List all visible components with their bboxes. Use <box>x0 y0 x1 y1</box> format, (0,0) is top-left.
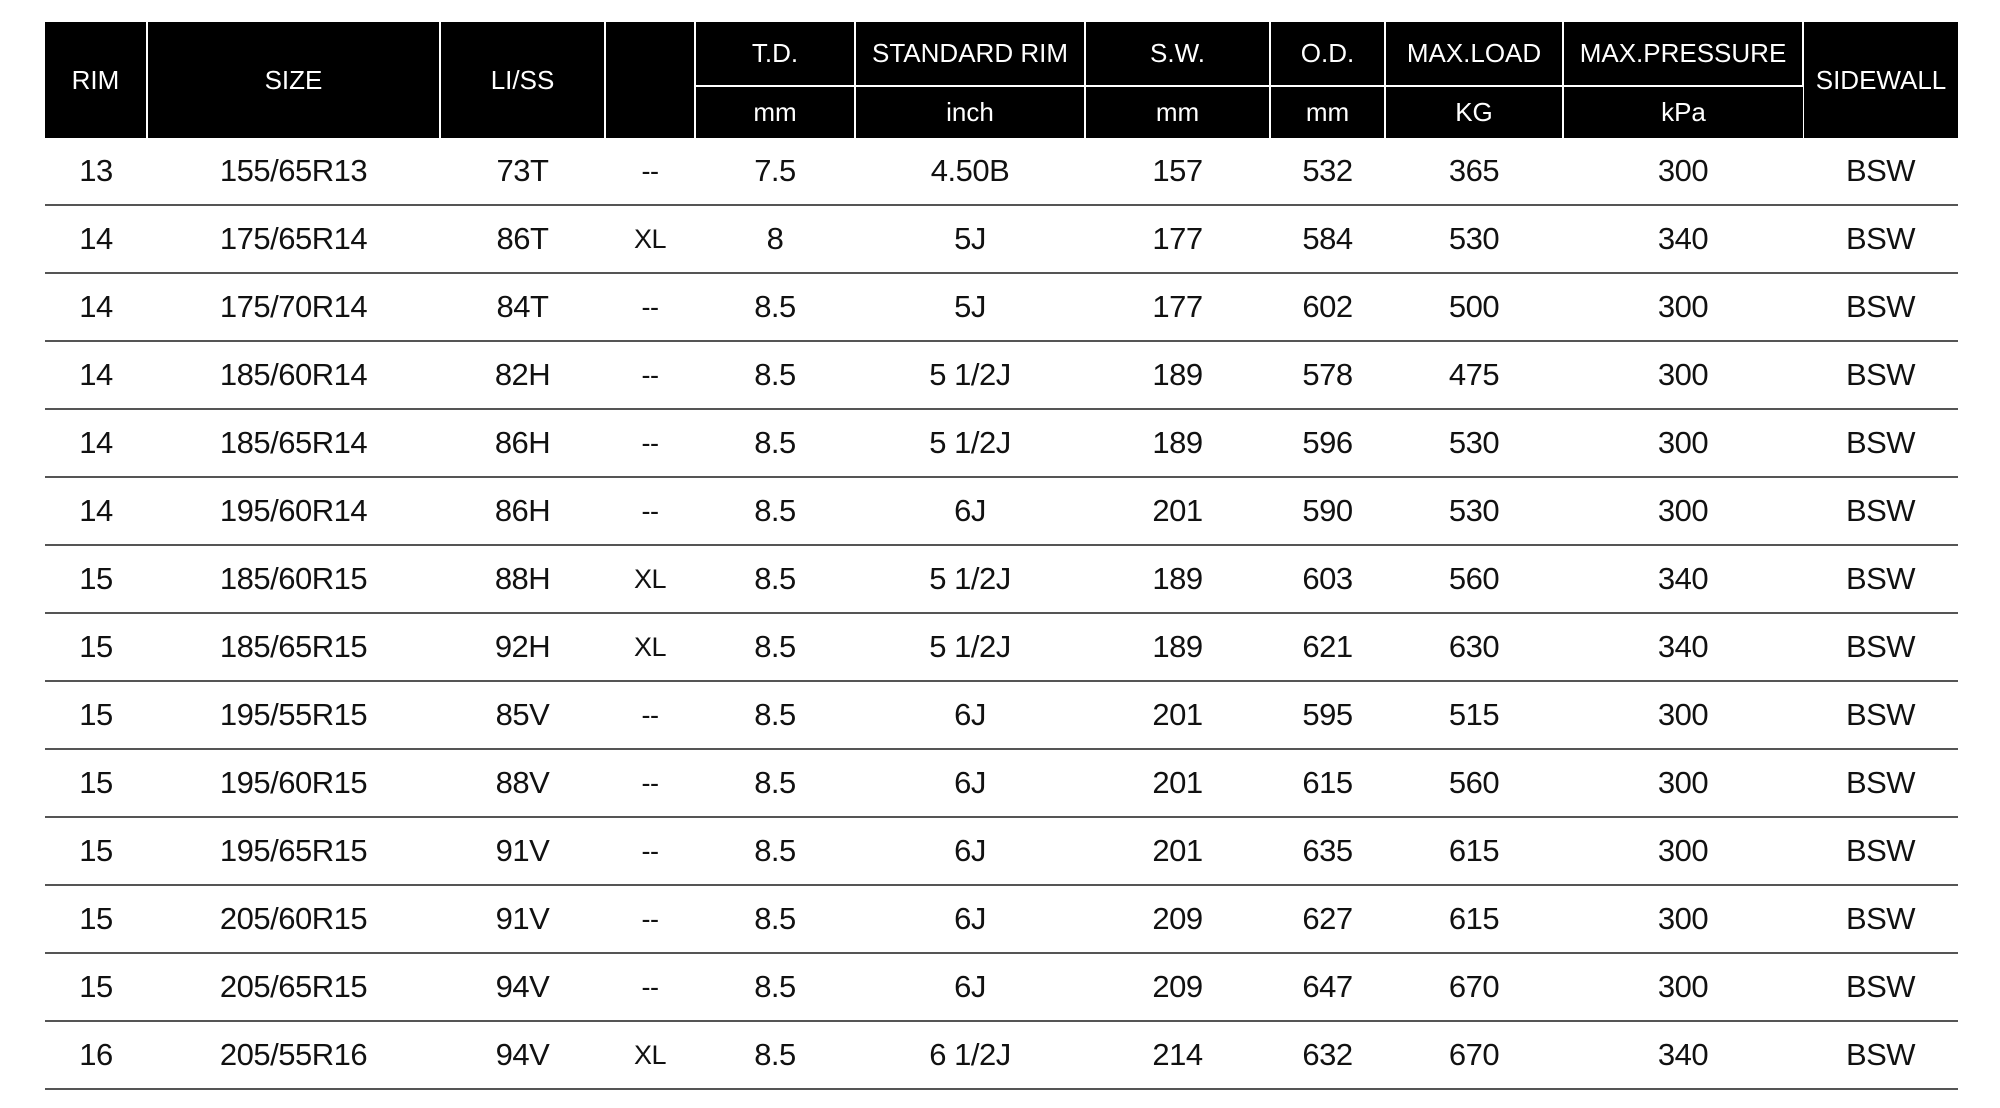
cell-max-pressure: 300 <box>1563 409 1803 477</box>
cell-xl-flag: -- <box>605 273 695 341</box>
cell-rim: 14 <box>45 477 147 545</box>
cell-sidewall: BSW <box>1803 205 1958 273</box>
header-td: T.D. <box>695 22 855 86</box>
header-standard-rim: STANDARD RIM <box>855 22 1085 86</box>
cell-rim: 15 <box>45 817 147 885</box>
header-li-ss: LI/SS <box>440 22 605 138</box>
cell-standard-rim: 6J <box>855 885 1085 953</box>
cell-od: 590 <box>1270 477 1385 545</box>
table-row <box>45 749 1958 817</box>
cell-sidewall: BSW <box>1803 681 1958 749</box>
cell-sw: 177 <box>1085 273 1270 341</box>
cell-li-ss: 88H <box>440 545 605 613</box>
cell-td: 8.5 <box>695 885 855 953</box>
cell-sw: 201 <box>1085 477 1270 545</box>
cell-od: 647 <box>1270 953 1385 1021</box>
cell-standard-rim: 6J <box>855 749 1085 817</box>
table-row <box>45 341 1958 409</box>
cell-td: 8.5 <box>695 1021 855 1089</box>
cell-sidewall: BSW <box>1803 749 1958 817</box>
cell-standard-rim: 4.50B <box>855 138 1085 205</box>
cell-od: 578 <box>1270 341 1385 409</box>
cell-max-pressure: 300 <box>1563 749 1803 817</box>
cell-max-pressure: 340 <box>1563 205 1803 273</box>
cell-od: 603 <box>1270 545 1385 613</box>
cell-size: 185/65R14 <box>147 409 440 477</box>
cell-od: 615 <box>1270 749 1385 817</box>
cell-rim: 14 <box>45 409 147 477</box>
cell-li-ss: 73T <box>440 138 605 205</box>
cell-standard-rim: 5 1/2J <box>855 409 1085 477</box>
cell-max-pressure: 300 <box>1563 817 1803 885</box>
cell-standard-rim: 5 1/2J <box>855 341 1085 409</box>
cell-li-ss: 86H <box>440 477 605 545</box>
cell-td: 8.5 <box>695 953 855 1021</box>
cell-rim: 15 <box>45 545 147 613</box>
table-row <box>45 953 1958 1021</box>
cell-size: 175/70R14 <box>147 273 440 341</box>
cell-max-pressure: 300 <box>1563 681 1803 749</box>
cell-td: 8.5 <box>695 477 855 545</box>
cell-max-load: 475 <box>1385 341 1563 409</box>
header-max-load: MAX.LOAD <box>1385 22 1563 86</box>
cell-sidewall: BSW <box>1803 545 1958 613</box>
cell-max-load: 530 <box>1385 205 1563 273</box>
cell-sidewall: BSW <box>1803 341 1958 409</box>
cell-od: 595 <box>1270 681 1385 749</box>
cell-sw: 209 <box>1085 953 1270 1021</box>
table-row <box>45 477 1958 545</box>
cell-max-load: 630 <box>1385 613 1563 681</box>
cell-sidewall: BSW <box>1803 613 1958 681</box>
cell-rim: 13 <box>45 138 147 205</box>
cell-size: 155/65R13 <box>147 138 440 205</box>
cell-td: 8.5 <box>695 409 855 477</box>
cell-standard-rim: 5J <box>855 273 1085 341</box>
cell-li-ss: 88V <box>440 749 605 817</box>
cell-od: 632 <box>1270 1021 1385 1089</box>
cell-sidewall: BSW <box>1803 953 1958 1021</box>
cell-li-ss: 91V <box>440 885 605 953</box>
cell-size: 195/65R15 <box>147 817 440 885</box>
unit-max-pressure: kPa <box>1563 86 1803 138</box>
cell-size: 185/60R14 <box>147 341 440 409</box>
unit-max-load: KG <box>1385 86 1563 138</box>
cell-rim: 15 <box>45 749 147 817</box>
cell-standard-rim: 5 1/2J <box>855 545 1085 613</box>
unit-od: mm <box>1270 86 1385 138</box>
cell-max-pressure: 300 <box>1563 477 1803 545</box>
cell-max-load: 500 <box>1385 273 1563 341</box>
cell-standard-rim: 6J <box>855 477 1085 545</box>
cell-sw: 189 <box>1085 341 1270 409</box>
cell-li-ss: 94V <box>440 1021 605 1089</box>
cell-max-load: 615 <box>1385 885 1563 953</box>
cell-rim: 14 <box>45 273 147 341</box>
cell-max-load: 560 <box>1385 749 1563 817</box>
cell-li-ss: 85V <box>440 681 605 749</box>
header-size: SIZE <box>147 22 440 138</box>
unit-sw: mm <box>1085 86 1270 138</box>
cell-max-load: 670 <box>1385 953 1563 1021</box>
cell-sidewall: BSW <box>1803 1021 1958 1089</box>
cell-xl-flag: XL <box>605 545 695 613</box>
cell-max-pressure: 340 <box>1563 545 1803 613</box>
table-row <box>45 138 1958 205</box>
table-row <box>45 1021 1958 1089</box>
table-row <box>45 205 1958 273</box>
cell-li-ss: 92H <box>440 613 605 681</box>
cell-od: 635 <box>1270 817 1385 885</box>
cell-size: 195/55R15 <box>147 681 440 749</box>
cell-standard-rim: 6J <box>855 817 1085 885</box>
cell-sw: 214 <box>1085 1021 1270 1089</box>
cell-li-ss: 86H <box>440 409 605 477</box>
table-row <box>45 681 1958 749</box>
cell-sw: 177 <box>1085 205 1270 273</box>
cell-max-load: 670 <box>1385 1021 1563 1089</box>
cell-od: 596 <box>1270 409 1385 477</box>
cell-xl-flag: -- <box>605 681 695 749</box>
cell-sw: 157 <box>1085 138 1270 205</box>
cell-od: 584 <box>1270 205 1385 273</box>
cell-td: 8.5 <box>695 273 855 341</box>
cell-td: 7.5 <box>695 138 855 205</box>
cell-sw: 209 <box>1085 885 1270 953</box>
cell-max-load: 530 <box>1385 477 1563 545</box>
cell-standard-rim: 6 1/2J <box>855 1021 1085 1089</box>
cell-sw: 201 <box>1085 681 1270 749</box>
cell-xl-flag: XL <box>605 1021 695 1089</box>
cell-sidewall: BSW <box>1803 138 1958 205</box>
header-blank <box>605 22 695 138</box>
cell-size: 205/60R15 <box>147 885 440 953</box>
cell-td: 8.5 <box>695 545 855 613</box>
cell-sw: 189 <box>1085 545 1270 613</box>
header-max-pressure: MAX.PRESSURE <box>1563 22 1803 86</box>
cell-standard-rim: 5 1/2J <box>855 613 1085 681</box>
cell-rim: 15 <box>45 953 147 1021</box>
cell-xl-flag: -- <box>605 885 695 953</box>
cell-max-pressure: 300 <box>1563 341 1803 409</box>
cell-li-ss: 84T <box>440 273 605 341</box>
table-row <box>45 817 1958 885</box>
cell-od: 621 <box>1270 613 1385 681</box>
cell-size: 195/60R14 <box>147 477 440 545</box>
cell-size: 185/65R15 <box>147 613 440 681</box>
cell-rim: 15 <box>45 885 147 953</box>
cell-td: 8.5 <box>695 817 855 885</box>
cell-sidewall: BSW <box>1803 477 1958 545</box>
cell-sw: 201 <box>1085 817 1270 885</box>
cell-max-load: 615 <box>1385 817 1563 885</box>
header-rim: RIM <box>45 22 147 138</box>
cell-td: 8.5 <box>695 341 855 409</box>
header-od: O.D. <box>1270 22 1385 86</box>
cell-max-load: 530 <box>1385 409 1563 477</box>
cell-max-pressure: 300 <box>1563 273 1803 341</box>
table-body <box>45 138 1958 1089</box>
cell-sidewall: BSW <box>1803 817 1958 885</box>
cell-max-load: 560 <box>1385 545 1563 613</box>
cell-sidewall: BSW <box>1803 273 1958 341</box>
cell-sidewall: BSW <box>1803 885 1958 953</box>
table-row <box>45 273 1958 341</box>
cell-standard-rim: 6J <box>855 681 1085 749</box>
cell-standard-rim: 5J <box>855 205 1085 273</box>
cell-rim: 14 <box>45 341 147 409</box>
cell-max-load: 365 <box>1385 138 1563 205</box>
cell-max-pressure: 300 <box>1563 953 1803 1021</box>
cell-standard-rim: 6J <box>855 953 1085 1021</box>
cell-li-ss: 82H <box>440 341 605 409</box>
cell-size: 185/60R15 <box>147 545 440 613</box>
cell-li-ss: 86T <box>440 205 605 273</box>
cell-max-pressure: 300 <box>1563 885 1803 953</box>
tire-spec-table <box>45 22 1958 1090</box>
cell-li-ss: 91V <box>440 817 605 885</box>
cell-xl-flag: -- <box>605 477 695 545</box>
table-row <box>45 409 1958 477</box>
table-row <box>45 545 1958 613</box>
cell-od: 627 <box>1270 885 1385 953</box>
cell-size: 175/65R14 <box>147 205 440 273</box>
cell-rim: 16 <box>45 1021 147 1089</box>
cell-xl-flag: -- <box>605 341 695 409</box>
unit-td: mm <box>695 86 855 138</box>
cell-rim: 14 <box>45 205 147 273</box>
cell-td: 8.5 <box>695 613 855 681</box>
cell-size: 195/60R15 <box>147 749 440 817</box>
cell-xl-flag: -- <box>605 953 695 1021</box>
cell-size: 205/55R16 <box>147 1021 440 1089</box>
cell-max-pressure: 340 <box>1563 1021 1803 1089</box>
cell-xl-flag: XL <box>605 205 695 273</box>
header-sidewall: SIDEWALL <box>1803 22 1958 138</box>
cell-sidewall: BSW <box>1803 409 1958 477</box>
table-header <box>45 22 1958 138</box>
cell-xl-flag: -- <box>605 817 695 885</box>
header-sw: S.W. <box>1085 22 1270 86</box>
cell-max-load: 515 <box>1385 681 1563 749</box>
cell-sw: 189 <box>1085 409 1270 477</box>
cell-od: 602 <box>1270 273 1385 341</box>
cell-sw: 189 <box>1085 613 1270 681</box>
cell-rim: 15 <box>45 613 147 681</box>
cell-xl-flag: -- <box>605 749 695 817</box>
cell-xl-flag: -- <box>605 138 695 205</box>
cell-xl-flag: -- <box>605 409 695 477</box>
cell-td: 8 <box>695 205 855 273</box>
cell-max-pressure: 340 <box>1563 613 1803 681</box>
unit-standard-rim: inch <box>855 86 1085 138</box>
cell-li-ss: 94V <box>440 953 605 1021</box>
cell-rim: 15 <box>45 681 147 749</box>
cell-sw: 201 <box>1085 749 1270 817</box>
table-row <box>45 885 1958 953</box>
table-row <box>45 613 1958 681</box>
cell-td: 8.5 <box>695 749 855 817</box>
cell-od: 532 <box>1270 138 1385 205</box>
cell-td: 8.5 <box>695 681 855 749</box>
cell-xl-flag: XL <box>605 613 695 681</box>
cell-max-pressure: 300 <box>1563 138 1803 205</box>
cell-size: 205/65R15 <box>147 953 440 1021</box>
